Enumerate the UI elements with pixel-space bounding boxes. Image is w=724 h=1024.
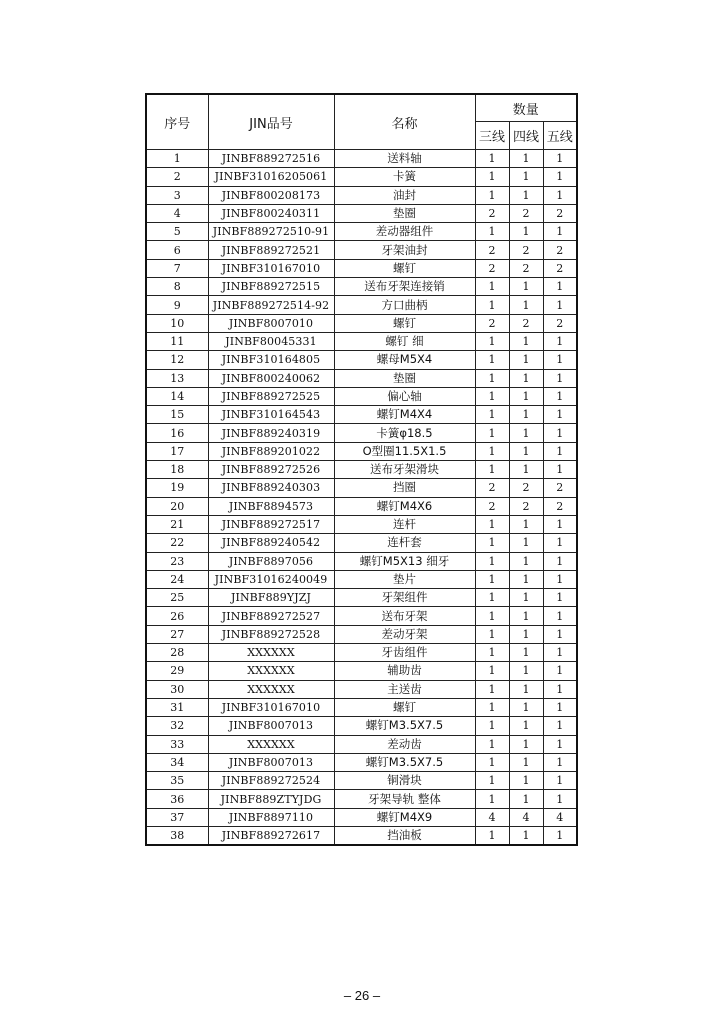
qty-five-thread: 1: [543, 461, 577, 479]
qty-four-thread: 1: [509, 698, 543, 716]
part-name: 挡圈: [334, 479, 475, 497]
part-name: 辅助齿: [334, 662, 475, 680]
qty-five-thread: 1: [543, 424, 577, 442]
qty-four-thread: 1: [509, 662, 543, 680]
qty-four-thread: 1: [509, 387, 543, 405]
qty-four-thread: 1: [509, 351, 543, 369]
row-index: 25: [146, 589, 208, 607]
qty-five-thread: 1: [543, 790, 577, 808]
table-row: [146, 442, 577, 460]
table-row: [146, 223, 577, 241]
row-index: 26: [146, 607, 208, 625]
part-code: JINBF800240311: [208, 204, 334, 222]
part-code: JINBF889272516: [208, 150, 334, 168]
qty-three-thread: 2: [475, 241, 509, 259]
part-code: JINBF889272517: [208, 515, 334, 533]
row-index: 15: [146, 406, 208, 424]
qty-three-thread: 1: [475, 698, 509, 716]
qty-three-thread: 1: [475, 186, 509, 204]
part-name: 偏心轴: [334, 387, 475, 405]
qty-five-thread: 1: [543, 515, 577, 533]
table-row: [146, 497, 577, 515]
part-code: JINBF889272521: [208, 241, 334, 259]
table-row: [146, 278, 577, 296]
part-name: 送布牙架连接销: [334, 278, 475, 296]
part-code: JINBF889272510-91: [208, 223, 334, 241]
qty-four-thread: 1: [509, 717, 543, 735]
qty-five-thread: 1: [543, 387, 577, 405]
part-code: XXXXXX: [208, 644, 334, 662]
part-code: JINBF889272617: [208, 826, 334, 845]
part-name: 送布牙架滑块: [334, 461, 475, 479]
qty-four-thread: 1: [509, 186, 543, 204]
part-name: 卡簧: [334, 168, 475, 186]
row-index: 35: [146, 772, 208, 790]
part-name: 螺钉: [334, 259, 475, 277]
part-code: JINBF31016205061: [208, 168, 334, 186]
row-index: 20: [146, 497, 208, 515]
qty-four-thread: 2: [509, 241, 543, 259]
table-row: [146, 387, 577, 405]
qty-five-thread: 1: [543, 644, 577, 662]
part-code: JINBF889272525: [208, 387, 334, 405]
qty-four-thread: 2: [509, 497, 543, 515]
qty-four-thread: 1: [509, 150, 543, 168]
table-row: [146, 534, 577, 552]
table-row: [146, 607, 577, 625]
part-code: JINBF889272528: [208, 625, 334, 643]
part-code: JINBF8897110: [208, 808, 334, 826]
row-index: 23: [146, 552, 208, 570]
row-index: 33: [146, 735, 208, 753]
part-code: JINBF8897056: [208, 552, 334, 570]
part-code: JINBF889240303: [208, 479, 334, 497]
qty-four-thread: 1: [509, 735, 543, 753]
table-row: [146, 369, 577, 387]
table-row: [146, 204, 577, 222]
table-row: [146, 790, 577, 808]
table-row: [146, 461, 577, 479]
qty-four-thread: 1: [509, 278, 543, 296]
part-name: 差动齿: [334, 735, 475, 753]
table-body: [146, 150, 577, 846]
qty-five-thread: 1: [543, 351, 577, 369]
qty-three-thread: 2: [475, 497, 509, 515]
qty-three-thread: 1: [475, 424, 509, 442]
qty-four-thread: 1: [509, 442, 543, 460]
qty-five-thread: 1: [543, 717, 577, 735]
row-index: 3: [146, 186, 208, 204]
row-index: 12: [146, 351, 208, 369]
qty-four-thread: 1: [509, 515, 543, 533]
qty-five-thread: 2: [543, 497, 577, 515]
qty-five-thread: 1: [543, 552, 577, 570]
table-row: [146, 552, 577, 570]
row-index: 34: [146, 753, 208, 771]
part-code: JINBF889YJZJ: [208, 589, 334, 607]
qty-three-thread: 1: [475, 790, 509, 808]
part-code: XXXXXX: [208, 662, 334, 680]
row-index: 11: [146, 332, 208, 350]
qty-three-thread: 1: [475, 515, 509, 533]
qty-five-thread: 1: [543, 150, 577, 168]
qty-four-thread: 2: [509, 479, 543, 497]
parts-list-table: [145, 93, 578, 846]
qty-three-thread: 2: [475, 314, 509, 332]
qty-five-thread: 1: [543, 168, 577, 186]
row-index: 28: [146, 644, 208, 662]
part-code: XXXXXX: [208, 680, 334, 698]
qty-five-thread: 2: [543, 259, 577, 277]
table-row: [146, 332, 577, 350]
qty-five-thread: 1: [543, 534, 577, 552]
qty-five-thread: 1: [543, 826, 577, 845]
table-row: [146, 662, 577, 680]
row-index: 6: [146, 241, 208, 259]
qty-three-thread: 1: [475, 625, 509, 643]
table-row: [146, 772, 577, 790]
part-code: JINBF800208173: [208, 186, 334, 204]
qty-three-thread: 1: [475, 278, 509, 296]
qty-five-thread: 1: [543, 186, 577, 204]
qty-three-thread: 1: [475, 406, 509, 424]
qty-four-thread: 1: [509, 461, 543, 479]
part-code: JINBF310164543: [208, 406, 334, 424]
qty-five-thread: 1: [543, 589, 577, 607]
qty-four-thread: 1: [509, 223, 543, 241]
part-name: 螺钉M3.5X7.5: [334, 753, 475, 771]
table-row: [146, 515, 577, 533]
part-code: JINBF889240542: [208, 534, 334, 552]
row-index: 37: [146, 808, 208, 826]
part-code: JINBF889272515: [208, 278, 334, 296]
qty-five-thread: 2: [543, 479, 577, 497]
qty-three-thread: 1: [475, 717, 509, 735]
part-name: 螺钉M5X13 细牙: [334, 552, 475, 570]
part-name: 油封: [334, 186, 475, 204]
qty-four-thread: 1: [509, 332, 543, 350]
qty-five-thread: 1: [543, 772, 577, 790]
row-index: 9: [146, 296, 208, 314]
part-name: 螺钉: [334, 314, 475, 332]
part-name: 螺钉M4X6: [334, 497, 475, 515]
part-name: 螺母M5X4: [334, 351, 475, 369]
table-row: [146, 808, 577, 826]
qty-four-thread: 1: [509, 424, 543, 442]
row-index: 36: [146, 790, 208, 808]
part-name: 牙架油封: [334, 241, 475, 259]
part-code: JINBF889272514-92: [208, 296, 334, 314]
qty-five-thread: 1: [543, 753, 577, 771]
qty-five-thread: 1: [543, 332, 577, 350]
qty-five-thread: 2: [543, 204, 577, 222]
part-name: 垫片: [334, 570, 475, 588]
qty-four-thread: 2: [509, 314, 543, 332]
qty-four-thread: 1: [509, 772, 543, 790]
row-index: 32: [146, 717, 208, 735]
part-code: JINBF889272526: [208, 461, 334, 479]
qty-three-thread: 1: [475, 552, 509, 570]
header-qty-three-thread: 三线: [475, 122, 509, 150]
table-row: [146, 406, 577, 424]
row-index: 29: [146, 662, 208, 680]
qty-five-thread: 1: [543, 406, 577, 424]
qty-three-thread: 1: [475, 735, 509, 753]
part-code: JINBF31016240049: [208, 570, 334, 588]
table-row: [146, 717, 577, 735]
qty-five-thread: 1: [543, 442, 577, 460]
row-index: 18: [146, 461, 208, 479]
row-index: 2: [146, 168, 208, 186]
qty-five-thread: 1: [543, 296, 577, 314]
table-row: [146, 241, 577, 259]
table-row: [146, 259, 577, 277]
row-index: 10: [146, 314, 208, 332]
table-row: [146, 314, 577, 332]
qty-four-thread: 1: [509, 644, 543, 662]
row-index: 5: [146, 223, 208, 241]
qty-four-thread: 1: [509, 607, 543, 625]
qty-three-thread: 2: [475, 204, 509, 222]
qty-five-thread: 2: [543, 241, 577, 259]
qty-three-thread: 1: [475, 826, 509, 845]
row-index: 24: [146, 570, 208, 588]
part-code: JINBF8007013: [208, 753, 334, 771]
part-name: 连杆套: [334, 534, 475, 552]
header-index: 序号: [146, 94, 208, 150]
table-row: [146, 625, 577, 643]
row-index: 21: [146, 515, 208, 533]
header-qty-five-thread: 五线: [543, 122, 577, 150]
part-code: JINBF889ZTYJDG: [208, 790, 334, 808]
row-index: 1: [146, 150, 208, 168]
part-name: 送布牙架: [334, 607, 475, 625]
part-code: XXXXXX: [208, 735, 334, 753]
table-row: [146, 698, 577, 716]
qty-five-thread: 4: [543, 808, 577, 826]
row-index: 7: [146, 259, 208, 277]
qty-three-thread: 1: [475, 168, 509, 186]
qty-three-thread: 1: [475, 589, 509, 607]
part-code: JINBF800240062: [208, 369, 334, 387]
header-part-code: JIN品号: [208, 94, 334, 150]
qty-four-thread: 1: [509, 168, 543, 186]
qty-three-thread: 2: [475, 259, 509, 277]
part-code: JINBF310164805: [208, 351, 334, 369]
qty-four-thread: 1: [509, 552, 543, 570]
row-index: 8: [146, 278, 208, 296]
part-name: 螺钉: [334, 698, 475, 716]
qty-four-thread: 2: [509, 204, 543, 222]
qty-four-thread: 2: [509, 259, 543, 277]
part-name: 差动牙架: [334, 625, 475, 643]
part-name: 垫圈: [334, 204, 475, 222]
qty-three-thread: 1: [475, 607, 509, 625]
part-name: 送料轴: [334, 150, 475, 168]
qty-four-thread: 1: [509, 406, 543, 424]
table-row: [146, 589, 577, 607]
qty-five-thread: 1: [543, 680, 577, 698]
row-index: 38: [146, 826, 208, 845]
part-name: 连杆: [334, 515, 475, 533]
qty-four-thread: 4: [509, 808, 543, 826]
table-row: [146, 150, 577, 168]
qty-three-thread: 1: [475, 753, 509, 771]
part-name: 螺钉M3.5X7.5: [334, 717, 475, 735]
row-index: 30: [146, 680, 208, 698]
part-name: 垫圈: [334, 369, 475, 387]
qty-five-thread: 1: [543, 698, 577, 716]
qty-three-thread: 1: [475, 570, 509, 588]
qty-four-thread: 1: [509, 296, 543, 314]
part-code: JINBF889201022: [208, 442, 334, 460]
table-row: [146, 570, 577, 588]
qty-three-thread: 2: [475, 479, 509, 497]
part-code: JINBF8007013: [208, 717, 334, 735]
row-index: 31: [146, 698, 208, 716]
part-name: 牙架导轨 整体: [334, 790, 475, 808]
qty-five-thread: 1: [543, 369, 577, 387]
row-index: 27: [146, 625, 208, 643]
qty-three-thread: 1: [475, 369, 509, 387]
qty-five-thread: 1: [543, 223, 577, 241]
table-row: [146, 351, 577, 369]
qty-three-thread: 1: [475, 662, 509, 680]
table-row: [146, 826, 577, 845]
qty-three-thread: 1: [475, 351, 509, 369]
table-row: [146, 296, 577, 314]
row-index: 16: [146, 424, 208, 442]
part-name: 铜滑块: [334, 772, 475, 790]
row-index: 19: [146, 479, 208, 497]
part-code: JINBF80045331: [208, 332, 334, 350]
table-row: [146, 753, 577, 771]
qty-three-thread: 1: [475, 150, 509, 168]
table-row: [146, 168, 577, 186]
qty-three-thread: 1: [475, 461, 509, 479]
header-qty-four-thread: 四线: [509, 122, 543, 150]
qty-three-thread: 4: [475, 808, 509, 826]
qty-four-thread: 1: [509, 790, 543, 808]
qty-three-thread: 1: [475, 223, 509, 241]
row-index: 4: [146, 204, 208, 222]
row-index: 14: [146, 387, 208, 405]
qty-five-thread: 1: [543, 278, 577, 296]
qty-four-thread: 1: [509, 589, 543, 607]
qty-three-thread: 1: [475, 680, 509, 698]
part-code: JINBF889272527: [208, 607, 334, 625]
part-code: JINBF8894573: [208, 497, 334, 515]
row-index: 22: [146, 534, 208, 552]
part-name: 螺钉M4X9: [334, 808, 475, 826]
part-code: JINBF889240319: [208, 424, 334, 442]
qty-four-thread: 1: [509, 826, 543, 845]
part-code: JINBF8007010: [208, 314, 334, 332]
part-code: JINBF310167010: [208, 698, 334, 716]
part-name: 卡簧φ18.5: [334, 424, 475, 442]
part-code: JINBF310167010: [208, 259, 334, 277]
part-name: O型圈11.5X1.5: [334, 442, 475, 460]
part-name: 牙架组件: [334, 589, 475, 607]
qty-four-thread: 1: [509, 570, 543, 588]
table-row: [146, 479, 577, 497]
page-number: – 26 –: [343, 988, 381, 1003]
part-name: 螺钉 细: [334, 332, 475, 350]
qty-three-thread: 1: [475, 387, 509, 405]
header-quantity: 数量: [475, 94, 577, 122]
part-name: 主送齿: [334, 680, 475, 698]
qty-five-thread: 1: [543, 735, 577, 753]
qty-three-thread: 1: [475, 442, 509, 460]
qty-four-thread: 1: [509, 534, 543, 552]
qty-four-thread: 1: [509, 369, 543, 387]
qty-five-thread: 1: [543, 625, 577, 643]
row-index: 13: [146, 369, 208, 387]
header-part-name: 名称: [334, 94, 475, 150]
table-row: [146, 680, 577, 698]
qty-three-thread: 1: [475, 296, 509, 314]
qty-five-thread: 1: [543, 607, 577, 625]
part-name: 牙齿组件: [334, 644, 475, 662]
table-row: [146, 644, 577, 662]
part-code: JINBF889272524: [208, 772, 334, 790]
table-header: [146, 94, 577, 150]
part-name: 方口曲柄: [334, 296, 475, 314]
table-row: [146, 735, 577, 753]
part-name: 挡油板: [334, 826, 475, 845]
qty-four-thread: 1: [509, 680, 543, 698]
qty-five-thread: 2: [543, 314, 577, 332]
row-index: 17: [146, 442, 208, 460]
qty-five-thread: 1: [543, 662, 577, 680]
qty-four-thread: 1: [509, 753, 543, 771]
qty-three-thread: 1: [475, 644, 509, 662]
part-name: 螺钉M4X4: [334, 406, 475, 424]
qty-three-thread: 1: [475, 772, 509, 790]
qty-three-thread: 1: [475, 332, 509, 350]
table-row: [146, 424, 577, 442]
qty-five-thread: 1: [543, 570, 577, 588]
part-name: 差动器组件: [334, 223, 475, 241]
qty-three-thread: 1: [475, 534, 509, 552]
qty-four-thread: 1: [509, 625, 543, 643]
table-row: [146, 186, 577, 204]
